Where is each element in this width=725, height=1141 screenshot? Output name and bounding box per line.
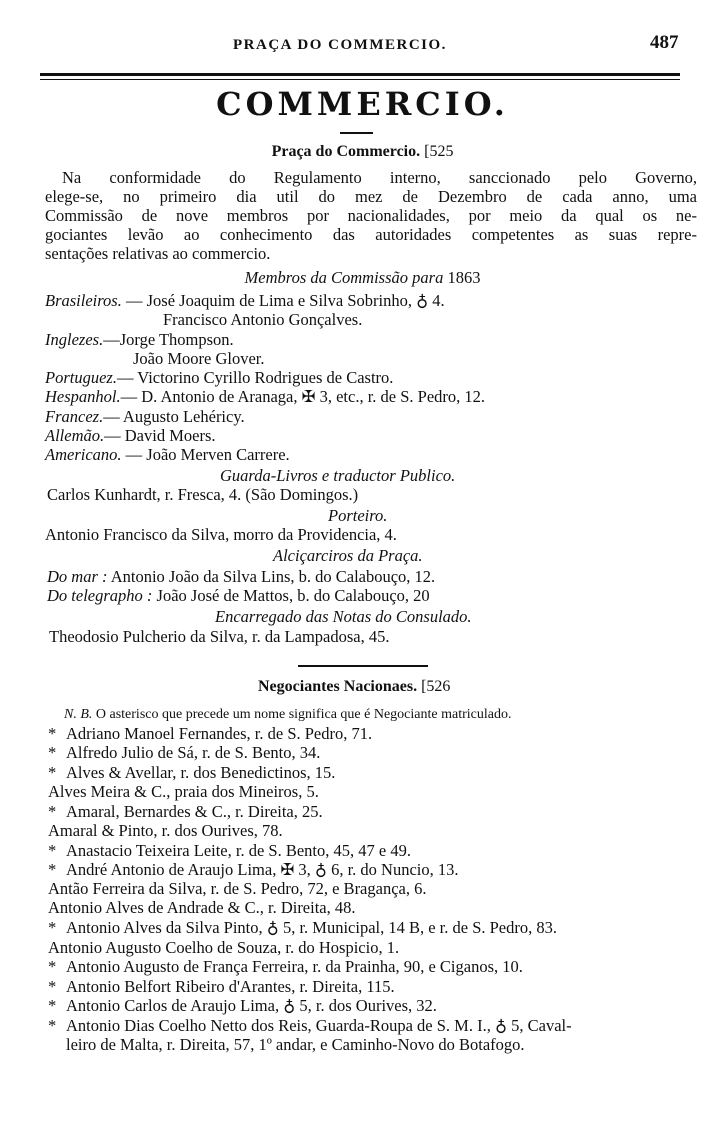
member-line: João Moore Glover. <box>133 349 265 368</box>
member-line <box>45 407 245 427</box>
merchant-text: Amaral, Bernardes & C., r. Direita, 25. <box>66 802 323 821</box>
porteiro-heading-text: Porteiro. <box>328 506 388 525</box>
nb-label: N. B. <box>64 707 93 722</box>
merchant-entry <box>48 860 459 880</box>
header-rule-thick <box>40 73 680 76</box>
encarregado-heading <box>215 607 472 627</box>
merchant-entry <box>48 724 372 744</box>
alcic-line <box>47 567 435 587</box>
members-heading <box>0 268 725 288</box>
merchant-text: Anastacio Teixeira Leite, r. de S. Bento, 45, 47 e 49. <box>66 841 411 860</box>
heading-ref: [525 <box>424 143 454 160</box>
members-year: 1863 <box>447 268 481 287</box>
merchant-entry <box>48 763 335 783</box>
merchant-entry <box>48 996 437 1016</box>
nationality-label: Hespanhol. <box>45 387 121 406</box>
merchant-entry <box>48 938 399 958</box>
paragraph-line: Na conformidade do Regulamento interno, sanccionado pelo Governo, <box>62 168 697 187</box>
merchant-text: Alves Meira & C., praia dos Mineiros, 5. <box>48 782 319 801</box>
praca-heading <box>0 142 725 162</box>
member-line <box>45 368 393 388</box>
member-name: — Augusto Lehéricy. <box>103 407 245 426</box>
merchant-text: Amaral & Pinto, r. dos Ourives, 78. <box>48 821 283 840</box>
merchant-text: Antonio Augusto Coelho de Souza, r. do Hospicio, 1. <box>48 938 400 957</box>
nationality-label: Inglezes. <box>45 330 104 349</box>
alcic-name: João José de Mattos, b. do Calabouço, 20 <box>152 586 430 605</box>
merchant-entry <box>48 782 319 802</box>
member-line <box>45 445 290 465</box>
member-line <box>45 291 445 311</box>
asterisk-mark: * <box>48 918 57 937</box>
alcic-heading-text: Alciçarciros da Praça. <box>273 546 423 565</box>
alcic-heading <box>273 546 423 566</box>
merchant-text: Alfredo Julio de Sá, r. de S. Bento, 34. <box>66 743 321 762</box>
merchant-text: Antonio Alves da Silva Pinto, ♁ 5, r. Municipal, 14 B, e r. de S. Pedro, 83. <box>66 918 558 937</box>
merchant-text: Antonio Dias Coelho Netto dos Reis, Guarda-Roupa de S. M. I., ♁ 5, Caval- <box>66 1016 572 1035</box>
nacionaes-heading <box>258 677 450 697</box>
paragraph-line: gociantes levão ao conhecimento das autoridades competentes as suas repre- <box>45 225 697 244</box>
merchant-entry <box>48 977 395 997</box>
member-line: Francisco Antonio Gonçalves. <box>163 310 363 329</box>
asterisk-mark: * <box>48 802 57 821</box>
merchant-text: Antonio Augusto de França Ferreira, r. da Prainha, 90, e Ciganos, 10. <box>66 957 523 976</box>
merchant-entry <box>48 743 320 763</box>
nb-note <box>64 705 511 725</box>
nationality-label: Brasileiros. <box>45 291 122 310</box>
merchant-entry <box>48 957 523 977</box>
merchant-text: André Antonio de Araujo Lima, ✠ 3, ♁ 6, r. do Nuncio, 13. <box>66 860 459 879</box>
merchant-entry <box>48 918 557 938</box>
member-name: —Jorge Thompson. <box>103 330 234 349</box>
merchant-entry <box>48 879 426 899</box>
nationality-label: Allemão. <box>45 426 105 445</box>
asterisk-mark: * <box>48 977 57 996</box>
merchant-text: Antão Ferreira da Silva, r. de S. Pedro, 72, e Bragança, 6. <box>48 879 427 898</box>
merchant-text: Alves & Avellar, r. dos Benedictinos, 15. <box>66 763 336 782</box>
asterisk-mark: * <box>48 1016 57 1035</box>
asterisk-mark: * <box>48 743 57 762</box>
merchant-text: Antonio Carlos de Araujo Lima, ♁ 5, r. dos Ourives, 32. <box>66 996 437 1015</box>
asterisk-mark: * <box>48 860 57 879</box>
alcic-line <box>47 586 430 606</box>
merchant-text: Adriano Manoel Fernandes, r. de S. Pedro, 71. <box>66 724 373 743</box>
nationality-label: Americano. <box>45 445 122 464</box>
heading-text: Negociantes Nacionaes. <box>258 678 418 695</box>
merchant-entry <box>48 898 356 918</box>
alcic-name: Antonio João da Silva Lins, b. do Calabouço, 12. <box>107 567 436 586</box>
merchant-text: Antonio Belfort Ribeiro d'Arantes, r. Direita, 115. <box>66 977 395 996</box>
member-name: — David Moers. <box>104 426 216 445</box>
alcic-label: Do mar : <box>47 567 108 586</box>
nationality-label: Portuguez. <box>45 368 117 387</box>
member-name: — João Merven Carrere. <box>121 445 290 464</box>
merchant-entry <box>66 1035 525 1055</box>
asterisk-mark: * <box>48 763 57 782</box>
porteiro-text: Antonio Francisco da Silva, morro da Providencia, 4. <box>45 525 397 544</box>
section-title: COMMERCIO. <box>216 85 509 123</box>
merchant-text: Antonio Alves de Andrade & C., r. Direita, 48. <box>48 898 356 917</box>
heading-ref: [526 <box>421 678 451 695</box>
page-number: 487 <box>650 32 679 53</box>
merchant-entry <box>48 802 323 822</box>
header-rule-thin <box>40 79 680 80</box>
paragraph-line: sentações relativas ao commercio. <box>45 244 271 263</box>
merchant-text: leiro de Malta, r. Direita, 57, 1º andar, e Caminho-Novo do Botafogo. <box>66 1035 525 1054</box>
asterisk-mark: * <box>48 996 57 1015</box>
paragraph-line: elege-se, no primeiro dia util do mez de Dezembro de cada anno, uma <box>45 187 697 206</box>
asterisk-mark: * <box>48 841 57 860</box>
running-head-title: PRAÇA DO COMMERCIO. <box>233 37 447 53</box>
merchant-entry <box>48 841 411 861</box>
encarregado-heading-text: Encarregado das Notas do Consulado. <box>215 607 472 626</box>
member-line <box>45 387 485 407</box>
encarregado-text: Theodosio Pulcherio da Silva, r. da Lampadosa, 45. <box>49 627 390 646</box>
nb-text: O asterisco que precede um nome significa que é Negociante matriculado. <box>92 707 512 722</box>
porteiro-heading <box>328 506 387 526</box>
member-name: — Victorino Cyrillo Rodrigues de Castro. <box>116 368 394 387</box>
guarda-heading-text: Guarda-Livros e traductor Publico. <box>220 466 456 485</box>
asterisk-mark: * <box>48 724 57 743</box>
member-name: — D. Antonio de Aranaga, ✠ 3, etc., r. de S. Pedro, 12. <box>120 387 486 406</box>
guarda-heading <box>220 466 455 486</box>
merchant-entry <box>48 1016 572 1036</box>
members-heading-text: Membros da Commissão para <box>244 268 444 287</box>
title-rule <box>340 132 373 134</box>
alcic-label: Do telegrapho : <box>47 586 153 605</box>
member-line <box>45 330 234 350</box>
member-line <box>45 426 215 446</box>
heading-text: Praça do Commercio. <box>271 143 421 160</box>
asterisk-mark: * <box>48 957 57 976</box>
paragraph-line: Commissão de nove membros por nacionalidades, por meio da qual os ne- <box>45 206 697 225</box>
section-rule <box>298 665 428 667</box>
member-name: — José Joaquim de Lima e Silva Sobrinho, ♁ 4. <box>121 291 445 310</box>
merchant-entry <box>48 821 283 841</box>
guarda-text: Carlos Kunhardt, r. Fresca, 4. (São Domingos.) <box>47 485 359 504</box>
nationality-label: Francez. <box>45 407 104 426</box>
